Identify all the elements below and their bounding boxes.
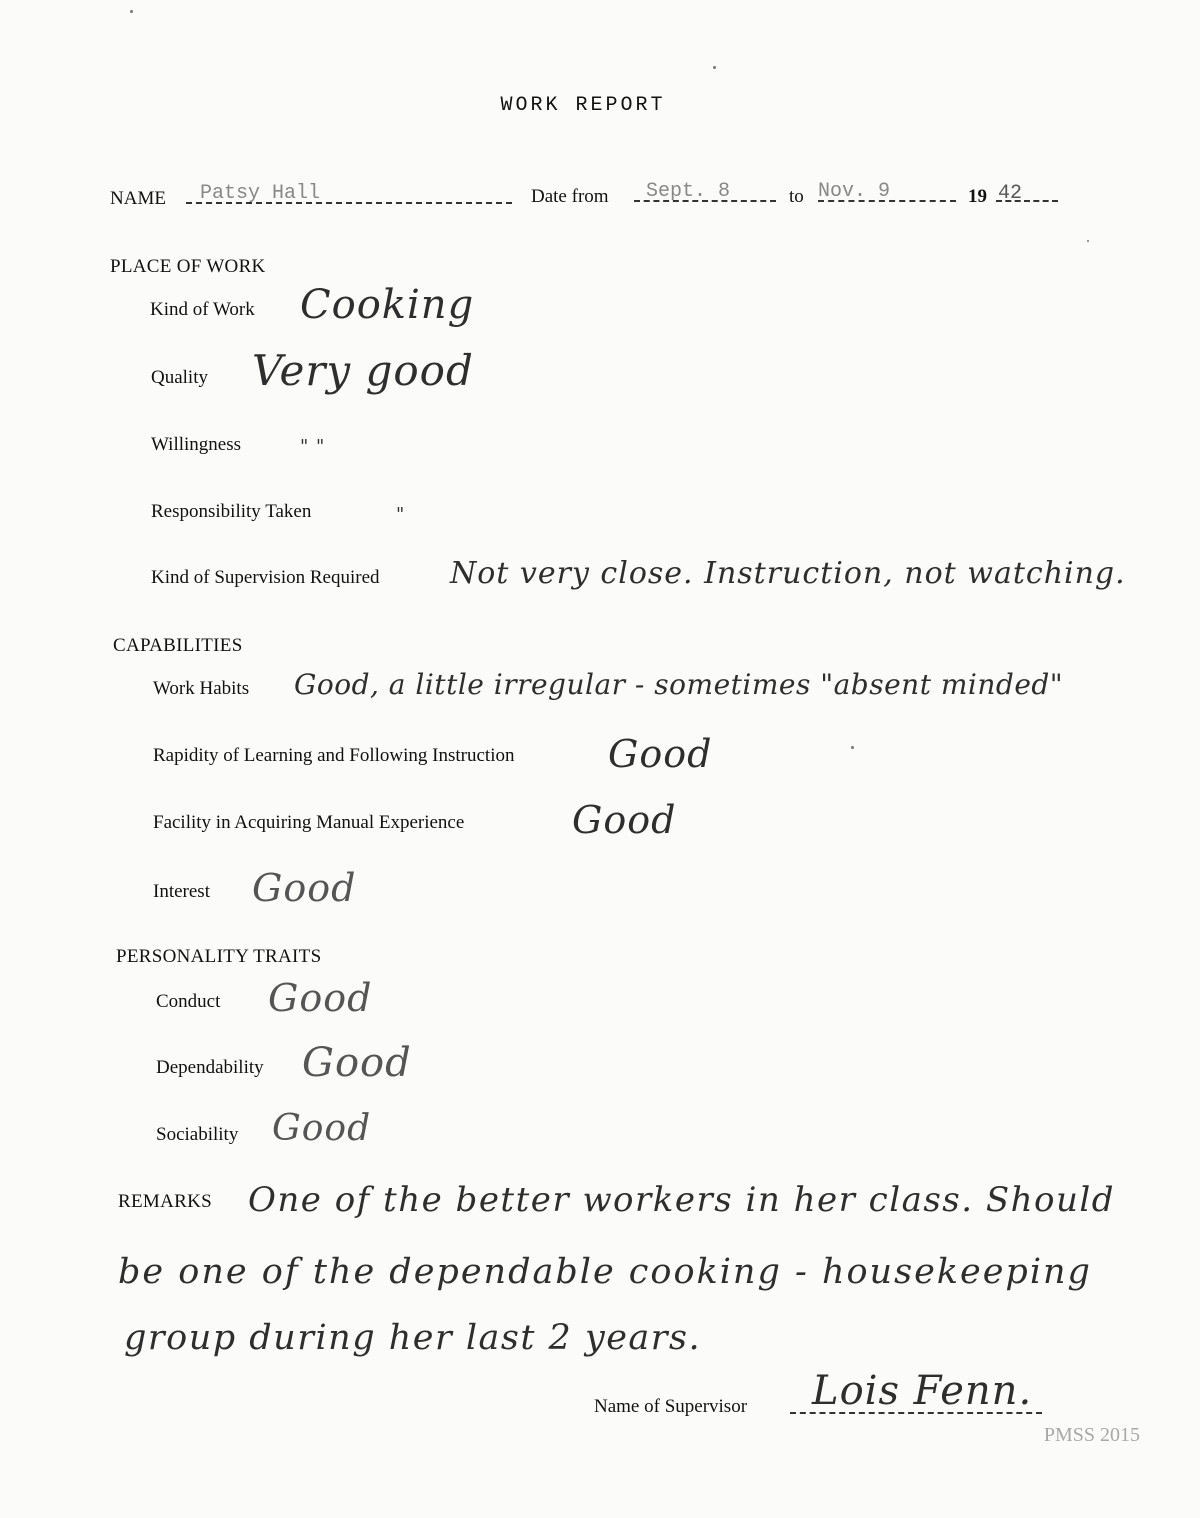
conduct-label: Conduct	[156, 991, 221, 1012]
facility-value: Good	[572, 798, 677, 842]
document-title: WORK REPORT	[500, 94, 666, 117]
date-from-value: Sept. 8	[646, 180, 731, 203]
remarks-line-2: be one of the dependable cooking - housekeeping	[118, 1252, 1092, 1292]
supervisor-label: Name of Supervisor	[594, 1396, 748, 1417]
responsibility-value: "	[396, 504, 406, 525]
willingness-value: " "	[300, 436, 326, 457]
scan-speck	[713, 66, 716, 69]
quality-value: Very good	[252, 346, 474, 395]
supervisor-signature: Lois Fenn.	[812, 1368, 1033, 1414]
kind-of-work-value: Cooking	[300, 282, 475, 328]
personality-heading: PERSONALITY TRAITS	[116, 946, 322, 967]
remarks-line-1: One of the better workers in her class. Should	[248, 1180, 1116, 1220]
kind-of-work-label: Kind of Work	[150, 299, 255, 320]
conduct-value: Good	[268, 976, 373, 1020]
responsibility-label: Responsibility Taken	[151, 501, 312, 522]
scan-speck	[1087, 240, 1089, 242]
work-habits-label: Work Habits	[153, 678, 250, 699]
interest-label: Interest	[153, 881, 210, 902]
capabilities-heading: CAPABILITIES	[113, 635, 243, 656]
rapidity-value: Good	[608, 732, 713, 776]
place-of-work-heading: PLACE OF WORK	[110, 256, 266, 277]
facility-label: Facility in Acquiring Manual Experience	[153, 812, 465, 833]
scan-speck	[130, 10, 133, 13]
supervision-value: Not very close. Instruction, not watching.	[450, 556, 1126, 591]
rapidity-label: Rapidity of Learning and Following Instruction	[153, 745, 515, 766]
watermark: PMSS 2015	[1043, 1424, 1140, 1446]
sociability-value: Good	[272, 1108, 372, 1149]
name-label: NAME	[110, 188, 166, 209]
remarks-line-3: group during her last 2 years.	[124, 1318, 702, 1358]
year-suffix: 42	[998, 182, 1023, 205]
interest-value: Good	[252, 866, 357, 910]
willingness-label: Willingness	[151, 434, 242, 455]
supervision-label: Kind of Supervision Required	[151, 567, 380, 588]
year-prefix: 19	[968, 186, 987, 207]
name-value: Patsy Hall	[200, 182, 321, 205]
remarks-label: REMARKS	[118, 1191, 212, 1212]
quality-label: Quality	[151, 367, 208, 388]
work-habits-value: Good, a little irregular - sometimes "absent minded"	[294, 668, 1064, 701]
date-to-value: Nov. 9	[818, 180, 891, 203]
dependability-label: Dependability	[156, 1057, 264, 1078]
dependability-value: Good	[302, 1040, 412, 1086]
sociability-label: Sociability	[156, 1124, 239, 1145]
date-from-label: Date from	[531, 186, 609, 207]
to-label: to	[789, 186, 804, 207]
scan-speck	[851, 746, 854, 749]
